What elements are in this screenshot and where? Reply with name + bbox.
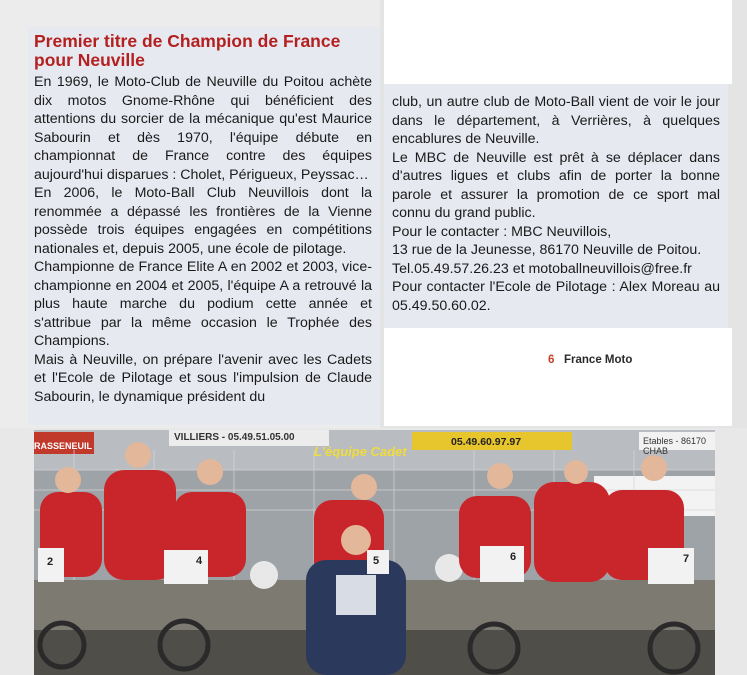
paragraph: En 2006, le Moto-Ball Club Neuvillois dont la renommée a dépassé les frontières de la Vienne possède trois équipes engagées en compétitions nationales et, depuis 2005, une école de pilotage. (34, 185, 372, 257)
bib-number: 4 (196, 555, 203, 567)
paragraph: En 1969, le Moto-Club de Neuville du Poitou achète dix motos Gnome-Rhône qui bénéficient des attentions du sorcier de la mécanique qu'est Maurice Sabourin et dès 1970, l'équipe débute en championnat de France contre des équipes aujourd'hui disparues : Cholet, Périgueux, Peyssac… (34, 74, 372, 183)
paragraph: Championne de France Elite A en 2002 et 2003, vice-championne en 2004 et 2005, l'équipe A a retrouvé la plus haute marche du podium cette année et s'attribue par la même occasion le Trophée des Champions. (34, 259, 372, 349)
white-gap-top (384, 0, 732, 84)
page-number: 6 (548, 354, 555, 366)
photo-caption: L'équipe Cadet (314, 444, 407, 459)
bib-number: 6 (510, 551, 517, 563)
contact-line: Pour le contacter : MBC Neuvillois, (392, 223, 612, 240)
paragraph: Le MBC de Neuville est prêt à se déplacer dans d'autres ligues et clubs afin de porter la bonne parole et assurer la promotion de ce sport mal connu du grand public. (392, 149, 720, 221)
article-left-column (28, 27, 380, 425)
bib-number: 5 (373, 555, 380, 567)
team-photo (34, 430, 715, 675)
sign-right: Etables - 86170 CHAB (643, 436, 707, 456)
bib-number: 7 (683, 553, 690, 565)
article-title: Premier titre de Champion de France pour Neuville (34, 31, 341, 70)
article-body-right (392, 93, 720, 315)
footer-area (384, 328, 732, 426)
sign-phone: 05.49.60.97.97 (451, 436, 522, 448)
team-photo-illustration (34, 430, 715, 675)
article-right-column (384, 84, 728, 328)
sign-villiers: VILLIERS - 05.49.51.05.00 (174, 432, 295, 443)
paragraph: Mais à Neuville, on prépare l'avenir avec les Cadets et l'Ecole de Pilotage et sous l'impulsion de Claude Sabourin, le dynamique président du (34, 351, 372, 405)
bib-number: 2 (47, 556, 54, 568)
paragraph: club, un autre club de Moto-Ball vient de voir le jour dans le département, à Verrières, à quelques encablures de Neuville. (392, 94, 720, 147)
magazine-name: France Moto (564, 354, 633, 366)
phone-email-line: Tel.05.49.57.26.23 et motoballneuvillois@free.fr (392, 260, 692, 277)
address-line: 13 rue de la Jeunesse, 86170 Neuville de Poitou. (392, 242, 702, 258)
sign-logo-text: RASSENEUIL (34, 441, 93, 451)
article-body-left (34, 73, 372, 406)
school-contact-line: Pour contacter l'Ecole de Pilotage : Alex Moreau au 05.49.50.60.02. (392, 279, 720, 314)
